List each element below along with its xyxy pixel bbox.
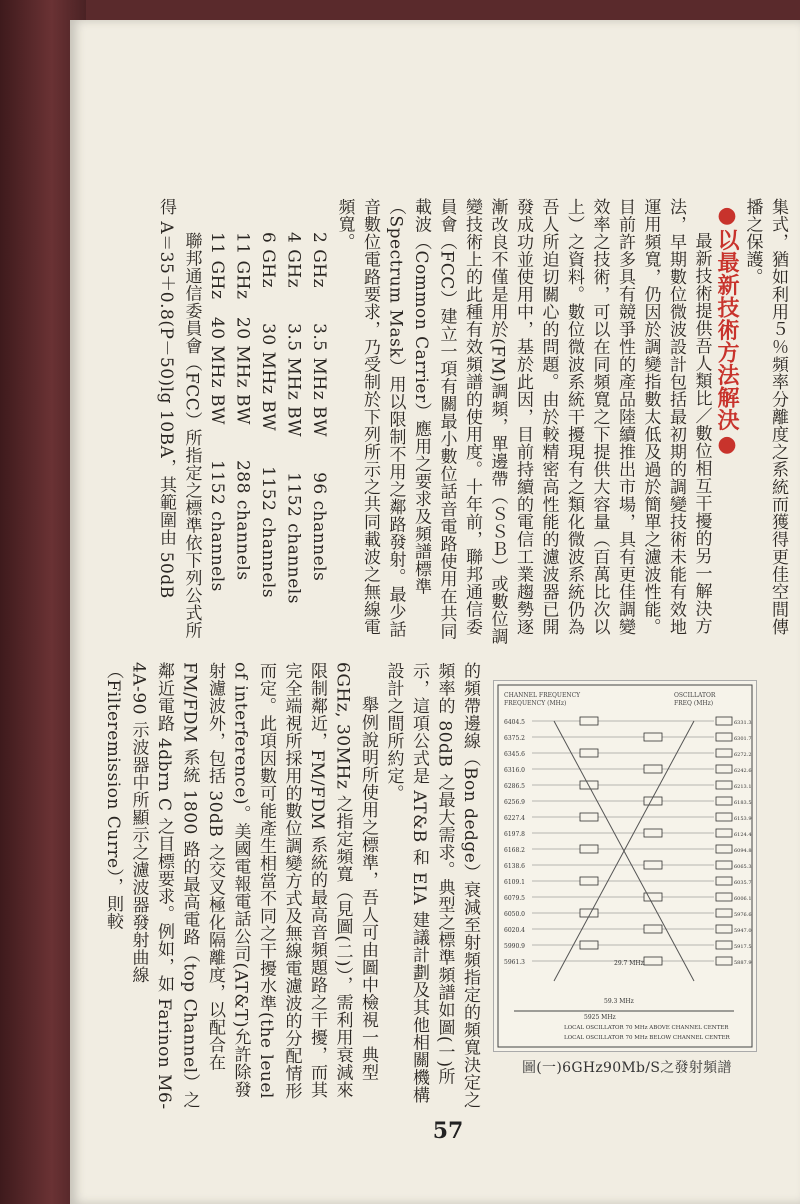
diagram-header-right: OSCILLATOR: [674, 692, 716, 699]
spectrum-diagram: [493, 680, 757, 1052]
section-heading-text: 以最新技術方法解決: [714, 228, 740, 431]
diagram-right-freq: 6124.4: [734, 832, 752, 838]
book-page: [70, 20, 800, 1204]
diagram-right-freq: 5887.9: [734, 960, 752, 966]
diagram-bottom-label: 59.3 MHz: [604, 998, 634, 1005]
diagram-bottom-freq: 5925 MHz: [584, 1014, 616, 1021]
diagram-right-freq: 6301.7: [734, 736, 752, 742]
diagram-oscillator-box: [716, 781, 732, 789]
spectrum-diagram-svg: [494, 681, 756, 1051]
bandwidth-list-item: 6 GHz 30 MHz BW 1152 channels: [258, 232, 278, 599]
diagram-right-freq: 6006.1: [734, 896, 752, 902]
diagram-oscillator-box: [716, 765, 732, 773]
diagram-right-freq: 6331.3: [734, 720, 752, 726]
body-paragraph-1: 最新技術提供吾人類比／數位相互干擾的另一解決方法，早期數位微波設計包括最初期的調變技術未能有效地運用頻寬，仍因於調變指數太低及過於簡單之濾波性能。目前許多具有競爭性的產品陸續推出市場，具有更佳調變效率之技術，可以在同頻寬之下提供大容量（百萬比次以上）之資料。數位微波系統干擾現有之類化微波系統仍為吾人所迫切關心的問題。由於較精密高性能的濾波器已開發成功並使用中，基於此因，目前持續的電信工業趨勢逐漸改良不僅是用於(FM)調頻，單邊帶（ＳＳＢ）或數位調變技術上的此種有效頻譜的使用度。十年前，聯邦通信委員會（FCC）建立一項有關最小數位話音電路使用在共同載波（Common Carrier）應用之要求及頻譜標準（Spectrum Mask）用以限制不用之鄰路發射。最少話音數位電路要求，乃受制於下列所示之共同載波之無線電頻寬。: [334, 198, 712, 645]
diagram-right-freq: 5976.6: [734, 912, 752, 918]
diagram-left-freq: 6345.6: [504, 751, 525, 758]
diagram-channel-box: [580, 941, 598, 949]
diagram-right-freq: 6213.1: [734, 784, 752, 790]
diagram-channel-box: [644, 797, 662, 805]
diagram-oscillator-box: [716, 893, 732, 901]
diagram-oscillator-box: [716, 861, 732, 869]
diagram-left-freq: 6197.8: [504, 831, 525, 838]
diagram-oscillator-box: [716, 797, 732, 805]
heading-bullet-icon: ●: [714, 431, 740, 458]
body-paragraph-3: 的頻帶邊線（Bon dedge）衰減至射頻指定的頻寬決定之頻率的 80dB 之最大需求。典型之標準頻譜如圖(一)所示，這項公式是 AT&B 和 EIA 建議計劃及其他相關機構設計之間所約定。: [383, 662, 480, 1109]
page-number: 57: [432, 1118, 464, 1144]
intro-paragraph: 集式，猶如利用５％頻率分離度之系統而獲得更佳空間傳播之保護。: [742, 198, 788, 636]
diagram-oscillator-box: [716, 877, 732, 885]
diagram-channel-box: [644, 765, 662, 773]
diagram-left-freq: 6256.9: [504, 799, 525, 806]
body-paragraph-4: 舉例說明所使用之標準，吾人可由圖中檢視一典型 6GHz, 30MHz 之指定頻寬（見圖(二)），需利用衰減來限制鄰近，FM/FDM 系統的最高音頻題路之干擾，而其完全端視所採用的數位調變方式及無線電濾波的分配情形而定。此項因數可能產生相當不同之干擾水準(the leuel of interference)。美國電報電話公司(AT&T)允許除發射濾波外，包括 30dB 之交叉極化隔離度，以配合在 FM/FDM 系統 1800 路的最高電路（top Channel）之鄰近電路 4dbrn C 之目標要求。例如，如 Farinon M6-4A-90 示波器中所顯示之濾波器發射曲線（Filteremission Curre），則較: [103, 662, 378, 1110]
diagram-right-freq: 6153.9: [734, 816, 752, 822]
diagram-right-freq: 6094.8: [734, 848, 752, 854]
diagram-oscillator-box: [716, 733, 732, 741]
diagram-channel-box: [644, 733, 662, 741]
body-paragraph-2: 聯邦通信委員會（FCC）所指定之標準依下列公式所得 A＝35＋0.8(P－50)lg 10BA，其範圍由 50dB: [156, 198, 202, 639]
diagram-right-freq: 5947.0: [734, 928, 752, 934]
figure-caption: 圖(一)6GHz90Mb/S之發射頻譜: [522, 1060, 732, 1076]
diagram-channel-box: [580, 877, 598, 885]
diagram-channel-box: [580, 717, 598, 725]
diagram-right-freq: 6035.7: [734, 880, 752, 886]
diagram-right-freq: 6272.2: [734, 752, 752, 758]
diagram-left-freq: 5990.9: [504, 943, 525, 950]
diagram-channel-box: [580, 813, 598, 821]
diagram-left-freq: 6168.2: [504, 847, 525, 854]
diagram-oscillator-box: [716, 813, 732, 821]
bandwidth-list-item: 2 GHz 3.5 MHz BW 96 channels: [309, 232, 329, 582]
diagram-channel-box: [580, 749, 598, 757]
diagram-left-freq: 6227.4: [504, 815, 525, 822]
diagram-channel-box: [580, 845, 598, 853]
bandwidth-list-item: 11 GHz 40 MHz BW 1152 channels: [207, 232, 227, 592]
diagram-right-freq: 6183.5: [734, 800, 752, 806]
diagram-channel-box: [644, 957, 662, 965]
diagram-oscillator-box: [716, 829, 732, 837]
diagram-header-left: CHANNEL FREQUENCY: [504, 692, 581, 699]
diagram-right-freq: 6065.3: [734, 864, 752, 870]
diagram-legend-1: LOCAL OSCILLATOR 70 MHz ABOVE CHANNEL CENTER: [564, 1025, 729, 1031]
diagram-left-freq: 6020.4: [504, 927, 525, 934]
diagram-left-freq: 6109.1: [504, 879, 525, 886]
diagram-left-freq: 6079.5: [504, 895, 525, 902]
diagram-left-freq: 5961.3: [504, 959, 525, 966]
diagram-left-freq: 6316.0: [504, 767, 525, 774]
diagram-oscillator-box: [716, 941, 732, 949]
diagram-left-freq: 6286.5: [504, 783, 525, 790]
diagram-legend-2: LOCAL OSCILLATOR 70 MHz BELOW CHANNEL CENTER: [564, 1035, 730, 1041]
section-heading: [714, 202, 740, 646]
diagram-right-freq: 5917.5: [734, 944, 752, 950]
diagram-oscillator-box: [716, 925, 732, 933]
bandwidth-list-item: 4 GHz 3.5 MHz BW 1152 channels: [283, 232, 304, 604]
upper-text-block: [110, 198, 790, 650]
heading-bullet-icon: ●: [714, 202, 740, 229]
diagram-left-freq: 6375.2: [504, 735, 525, 742]
diagram-oscillator-box: [716, 749, 732, 757]
diagram-right-freq: 6242.6: [734, 768, 752, 774]
diagram-header-left-2: FREQUENCY (MHz): [504, 700, 567, 707]
lower-text-block: [103, 662, 482, 1110]
diagram-oscillator-box: [716, 845, 732, 853]
diagram-channel-box: [644, 829, 662, 837]
diagram-left-freq: 6050.0: [504, 911, 525, 918]
diagram-spacing-label: 29.7 MHz: [614, 960, 644, 967]
diagram-oscillator-box: [716, 909, 732, 917]
diagram-oscillator-box: [716, 717, 732, 725]
diagram-channel-box: [644, 925, 662, 933]
diagram-channel-box: [644, 861, 662, 869]
diagram-left-freq: 6404.5: [504, 719, 525, 726]
diagram-oscillator-box: [716, 957, 732, 965]
bandwidth-list-item: 11 GHz 20 MHz BW 288 channels: [232, 232, 253, 581]
diagram-header-right-2: FREQ (MHz): [674, 700, 714, 707]
diagram-left-freq: 6138.6: [504, 863, 525, 870]
